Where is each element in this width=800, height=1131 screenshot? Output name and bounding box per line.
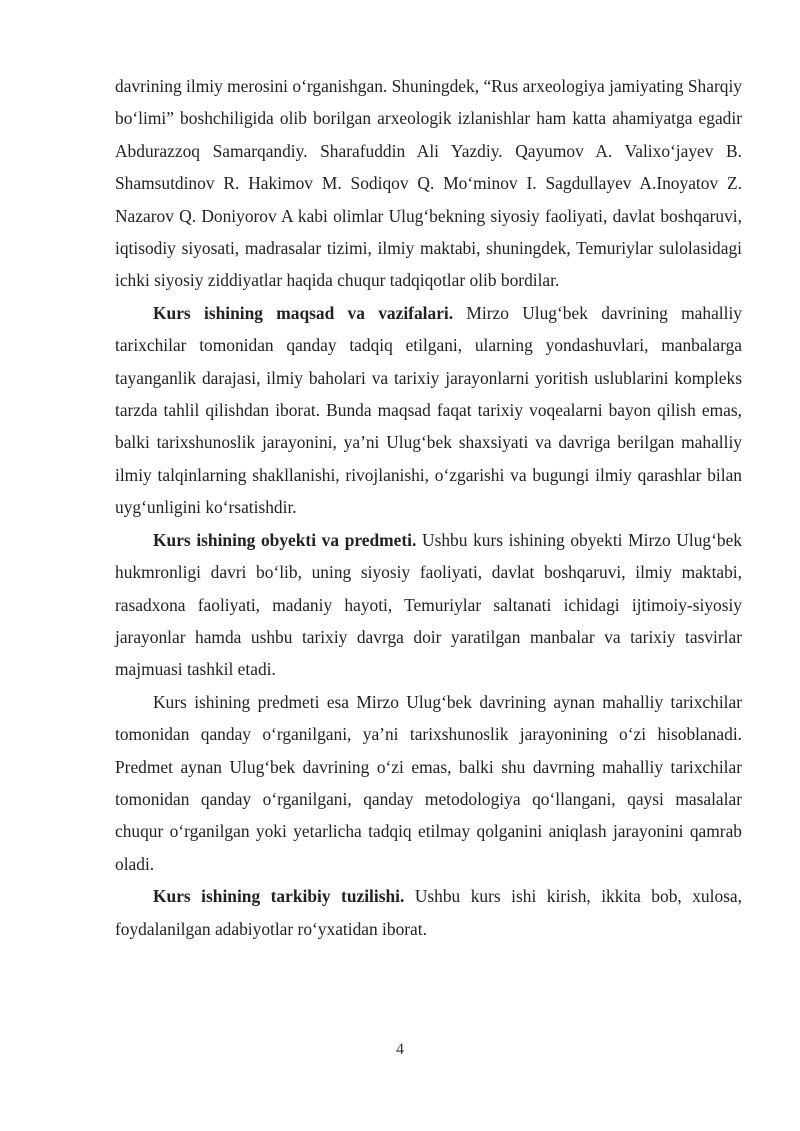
section-heading-goals: Kurs ishining maqsad va vazifalari. — [153, 302, 454, 323]
paragraph-continuation — [115, 70, 742, 297]
paragraph-object-subject — [115, 524, 742, 686]
section-heading-structure: Kurs ishining tarkibiy tuzilishi. — [153, 886, 405, 907]
paragraph-structure — [115, 880, 742, 945]
page-number: 4 — [396, 1041, 404, 1058]
document-page — [115, 70, 742, 945]
paragraph-text: Mirzo Ulug‘bek davrining mahalliy tarixchilar tomonidan qanday tadqiq etilgani, ularning yondashuvlari, manbalarga tayanganlik darajasi, ilmiy baholari va tarixiy jarayonlarni yoritish uslublarini kompleks tarzda tahlil qilishdan iborat. Bunda maqsad faqat tarixiy voqealarni bayon qilish emas, balki tarixshunoslik jarayonini, ya’ni Ulug‘bek shaxsiyati va davriga berilgan mahalliy ilmiy talqinlarning shakllanishi, rivojlanishi, o‘zgarishi va bugungi ilmiy qarashlar bilan uyg‘unligini ko‘rsatishdir. — [115, 302, 742, 518]
paragraph-goals — [115, 297, 742, 524]
paragraph-subject — [115, 686, 742, 880]
paragraph-text: Ushbu kurs ishining obyekti Mirzo Ulug‘bek hukmronligi davri bo‘lib, uning siyosiy faoliyati, davlat boshqaruvi, ilmiy maktabi, rasadxona faoliyati, madaniy hayoti, Temuriylar saltanati ichidagi ijtimoiy-siyosiy jarayonlar hamda ushbu tarixiy davrga doir yaratilgan manbalar va tarixiy tasvirlar majmuasi tashkil etadi. — [115, 529, 742, 680]
paragraph-text: Kurs ishining predmeti esa Mirzo Ulug‘bek davrining aynan mahalliy tarixchilar tomonidan qanday o‘rganilgani, ya’ni tarixshunoslik jarayonining o‘zi hisoblanadi. Predmet aynan Ulug‘bek davrining o‘zi emas, balki shu davrning mahalliy tarixchilar tomonidan qanday o‘rganilgani, qanday metodologiya qo‘llangani, qaysi masalalar chuqur o‘rganilgan yoki yetarlicha tadqiq etilmay qolganini aniqlash jarayonini qamrab oladi. — [115, 691, 742, 874]
paragraph-text: davrining ilmiy merosini o‘rganishgan. Shuningdek, “Rus arxeologiya jamiyating Sharqiy bo‘limi” boshchiligida olib borilgan arxeologik izlanishlar ham katta ahamiyatga egadir Abdurazzoq Samarqandiy. Sharafuddin Ali Yazdiy. Qayumov A. Valixo‘jayev B. Shamsutdinov R. Hakimov M. Sodiqov Q. Mo‘minov I. Sagdullayev A.Inoyatov Z. Nazarov Q. Doniyorov A kabi olimlar Ulug‘bekning siyosiy faoliyati, davlat boshqaruvi, iqtisodiy siyosati, madrasalar tizimi, ilmiy maktabi, shuningdek, Temuriylar sulolasidagi ichki siyosiy ziddiyatlar haqida chuqur tadqiqotlar olib bordilar. — [115, 76, 742, 291]
paragraph-text: Ushbu kurs ishi kirish, ikkita bob, xulosa, foydalanilgan adabiyotlar ro‘yxatidan iborat. — [115, 886, 742, 939]
section-heading-object: Kurs ishining obyekti va predmeti. — [153, 529, 417, 550]
